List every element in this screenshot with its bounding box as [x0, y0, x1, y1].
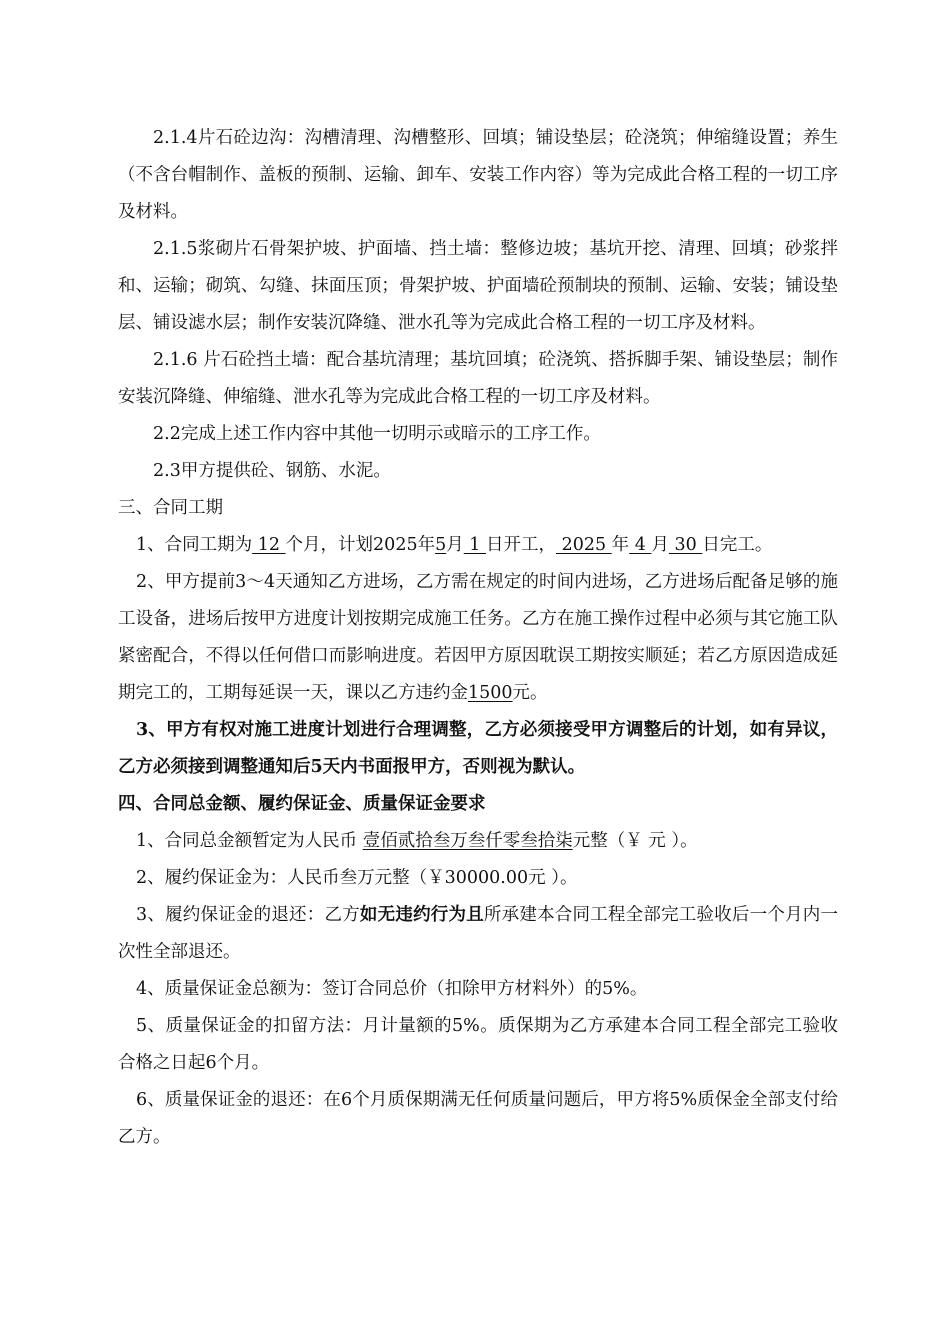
clause-4-2: 2、履约保证金为：人民币叁万元整（￥30000.00元 ）。 [136, 868, 578, 888]
penalty-amount: 1500 [468, 683, 513, 703]
clause-2-3: 2.3甲方提供砼、钢筋、水泥。 [153, 461, 391, 481]
clause-2-1-4: 2.1.4片石砼边沟：沟槽清理、沟槽整形、回填；铺设垫层；砼浇筑；伸缩缝设置；养生（不含台帽制作、盖板的预制、运输、卸车、安装工作内容）等为完成此合格工程的一切工序及材料。 [118, 128, 838, 222]
clause-2-2: 2.2完成上述工作内容中其他一切明示或暗示的工序工作。 [153, 424, 601, 444]
clause-2-1-6: 2.1.6 片石砼挡土墙：配合基坑清理；基坑回填；砼浇筑、搭拆脚手架、铺设垫层；制作安装沉降缝、伸缩缝、泄水孔等为完成此合格工程的一切工序及材料。 [118, 350, 838, 407]
total-amount-words: 壹佰贰拾叁万叁仟零叁拾柒 [362, 831, 573, 851]
contract-page [118, 120, 838, 1156]
start-month: 5 [435, 535, 447, 555]
clause-3-1-text-f: 月 [651, 535, 669, 555]
end-month: 4 [629, 535, 652, 555]
clause-2-1-5: 2.1.5浆砌片石骨架护坡、护面墙、挡土墙：整修边坡；基坑开挖、清理、回填；砂浆拌和、运输；砌筑、勾缝、抹面压顶；骨架护坡、护面墙砼预制块的预制、运输、安装；铺设垫层、铺设滤水层；制作安装沉降缝、泄水孔等为完成此合格工程的一切工序及材料。 [118, 239, 838, 333]
clause-3-1-text-a: 1、合同工期为 [136, 535, 253, 555]
end-day: 30 [668, 535, 703, 555]
section-heading-3: 三、合同工期 [118, 498, 223, 518]
section-heading-4: 四、合同总金额、履约保证金、质量保证金要求 [118, 794, 486, 814]
clause-3-1 [118, 527, 838, 564]
clause-3-1-text-e: 年 [611, 535, 630, 555]
clause-4-3 [118, 897, 838, 971]
end-year: 2025 [556, 535, 612, 555]
clause-3-2 [118, 564, 838, 712]
clause-3-1-text-g: 日完工。 [702, 535, 773, 555]
clause-4-1-text-a: 1、合同总金额暂定为人民币 [136, 831, 363, 851]
contract-months: 12 [252, 535, 286, 555]
clause-3-1-text-d: 日开工， [486, 535, 556, 555]
clause-3-2-text-b: 元。 [512, 683, 548, 703]
clause-4-1 [118, 823, 838, 860]
clause-4-3-bold: 如无违约行为且 [359, 905, 484, 925]
clause-4-4: 4、质量保证金总额为：签订合同总价（扣除甲方材料外）的5%。 [136, 979, 648, 999]
clause-3-3: 3、甲方有权对施工进度计划进行合理调整，乙方必须接受甲方调整后的计划，如有异议，乙方必须接到调整通知后5天内书面报甲方，否则视为默认。 [118, 720, 838, 777]
start-day: 1 [463, 535, 486, 555]
clause-3-1-text-b: 个月，计划2025年 [285, 535, 436, 555]
clause-3-1-text-c: 月 [446, 535, 464, 555]
clause-3-2-text-a: 2、甲方提前3～4天通知乙方进场，乙方需在规定的时间内进场，乙方进场后配备足够的施工设备，进场后按甲方进度计划按期完成施工任务。乙方在施工操作过程中必须与其它施工队紧密配合，不得以任何借口而影响进度。若因甲方原因耽误工期按实顺延；若乙方原因造成延期完工的，工期每延误一天，课以乙方违约金 [118, 572, 838, 703]
clause-4-3-text-b: 所承建本合同工程全部完工验收后一个月内一次性全部退还。 [118, 905, 838, 962]
clause-4-3-text-a: 3、履约保证金的退还：乙方 [136, 905, 360, 925]
clause-4-1-text-b: 元整（￥ 元 ）。 [572, 831, 698, 851]
clause-4-6: 6、质量保证金的退还：在6个月质保期满无任何质量问题后，甲方将5%质保金全部支付给乙方。 [118, 1090, 838, 1147]
clause-4-5: 5、质量保证金的扣留方法：月计量额的5%。质保期为乙方承建本合同工程全部完工验收合格之日起6个月。 [118, 1016, 838, 1073]
